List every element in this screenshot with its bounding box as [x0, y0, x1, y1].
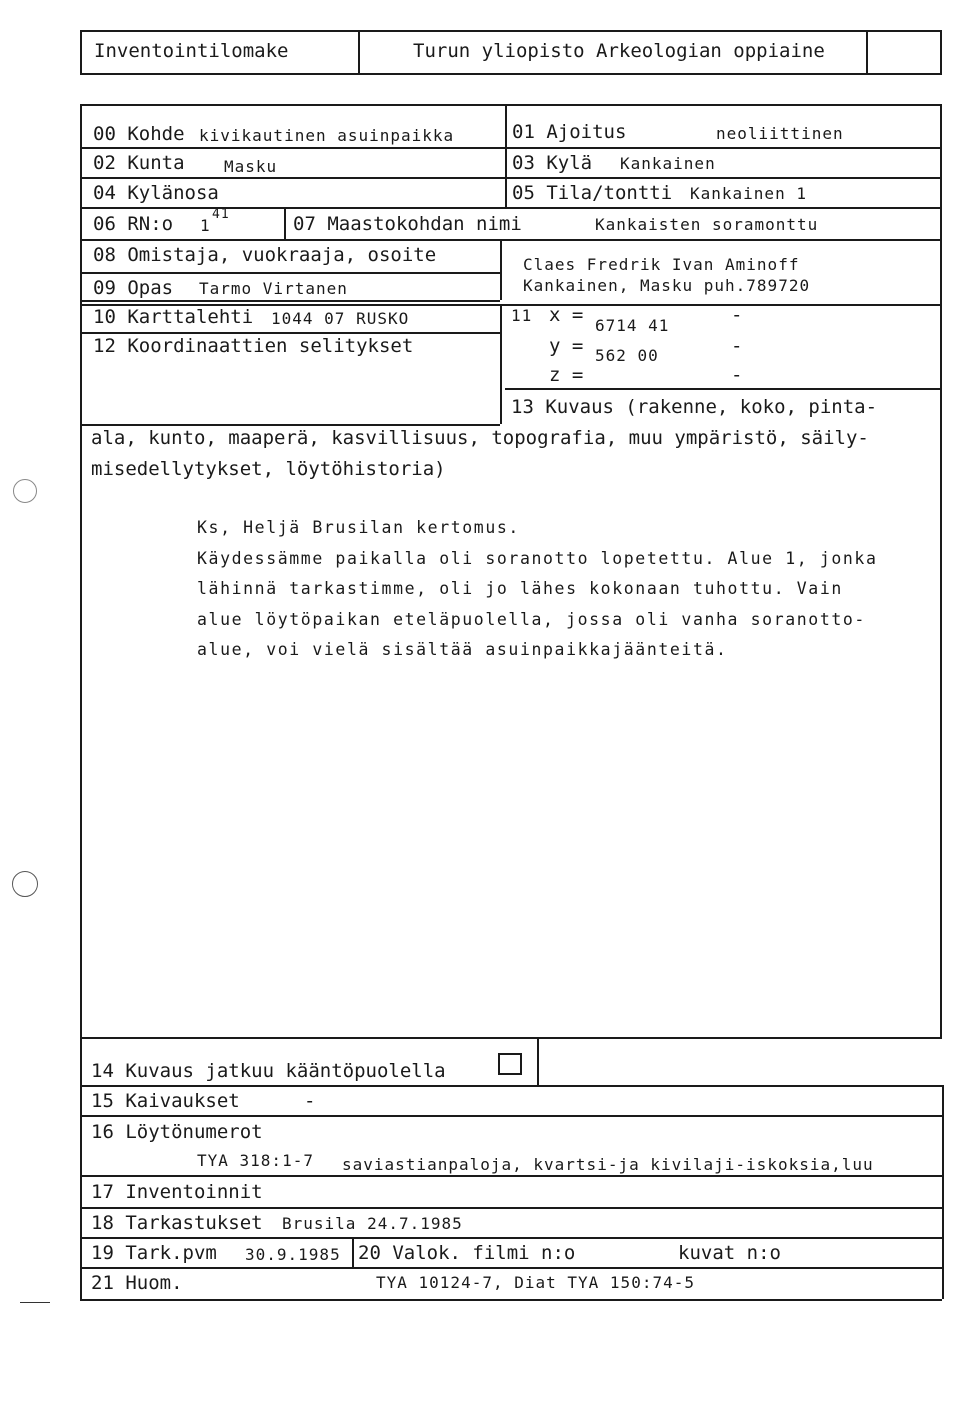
field-10-value: 1044 07 RUSKO	[271, 309, 410, 328]
field-11-label: 11	[511, 306, 533, 325]
margin-mark	[20, 1302, 50, 1303]
row-line	[80, 1085, 942, 1087]
field-00-label: 00 Kohde	[93, 123, 185, 145]
owner-address: Kankainen, Masku puh.789720	[523, 276, 811, 295]
field-03-label: 03 Kylä	[512, 152, 593, 174]
row-line	[80, 1299, 942, 1301]
field-14-label: 14 Kuvaus jatkuu kääntöpuolella	[91, 1060, 446, 1082]
field-09-value: Tarmo Virtanen	[199, 279, 348, 298]
row-line	[80, 1175, 942, 1177]
field-17-label: 17 Inventoinnit	[91, 1181, 263, 1203]
row-line	[80, 272, 500, 274]
date-divider	[352, 1237, 354, 1267]
coord-z-dash: -	[731, 364, 743, 386]
field-06-value: 1	[200, 216, 211, 235]
field-21-label: 21 Huom.	[91, 1272, 183, 1294]
field-02-value: Masku	[224, 157, 278, 176]
coord-z-label: z =	[549, 364, 584, 386]
description-line: alue, voi vielä sisältää asuinpaikkajäänteitä.	[197, 640, 728, 659]
field-18-label: 18 Tarkastukset	[91, 1212, 263, 1234]
field-05-value: Kankainen 1	[690, 184, 807, 203]
row-line	[80, 332, 500, 334]
institution-name: Turun yliopisto Arkeologian oppiaine	[413, 40, 825, 62]
row-line	[80, 1207, 942, 1209]
field-05-label: 05 Tila/tontti	[512, 182, 673, 204]
field-13-label: 13 Kuvaus (rakenne, koko, pinta-	[511, 396, 878, 418]
description-line: lähinnä tarkastimme, oli jo lähes kokonaan tuhottu. Vain	[197, 579, 843, 598]
coord-y-label: y =	[549, 335, 584, 357]
field-01-value: neoliittinen	[716, 124, 844, 143]
description-line: Ks, Heljä Brusilan kertomus.	[197, 518, 520, 537]
header-divider-right	[866, 30, 868, 75]
row-line	[80, 177, 942, 179]
rn-divider	[284, 207, 286, 239]
field-13-label-end: misedellytykset, löytöhistoria)	[91, 458, 446, 480]
field-13-label-cont: ala, kunto, maaperä, kasvillisuus, topografia, muu ympäristö, säily-	[91, 427, 869, 449]
row-line	[80, 239, 942, 241]
field-15-label: 15 Kaivaukset	[91, 1090, 240, 1112]
right-column-divider	[505, 104, 507, 207]
coord-x-value: 6714 41	[595, 316, 670, 335]
description-line: alue löytöpaikan eteläpuolella, jossa oli vanha soranotto-	[197, 610, 866, 629]
coord-y-dash: -	[731, 335, 743, 357]
lower-left-border	[80, 1039, 82, 1299]
owner-divider	[500, 239, 502, 300]
row-line	[80, 207, 942, 209]
coord-x-dash: -	[731, 304, 743, 326]
description-line: Käydessämme paikalla oli soranotto lopetettu. Alue 1, jonka	[197, 549, 878, 568]
field-20-value: kuvat n:o	[678, 1242, 781, 1264]
continue-box-divider	[537, 1039, 539, 1085]
field-06-superscript: 41	[212, 207, 230, 222]
field-19-value: 30.9.1985	[245, 1245, 341, 1264]
row-line	[80, 1237, 942, 1239]
row-line	[80, 424, 500, 426]
owner-name: Claes Fredrik Ivan Aminoff	[523, 255, 800, 274]
field-04-label: 04 Kylänosa	[93, 182, 219, 204]
field-00-value: kivikautinen asuinpaikka	[199, 126, 455, 145]
find-description: saviastianpaloja, kvartsi-ja kivilaji-iskoksia,luu	[342, 1155, 874, 1174]
coord-x-label: x =	[549, 304, 584, 326]
field-06-label: 06 RN:o	[93, 213, 174, 235]
row-line	[505, 388, 942, 390]
row-line	[80, 147, 942, 149]
row-line	[80, 1115, 942, 1117]
field-02-label: 02 Kunta	[93, 152, 185, 174]
field-12-label: 12 Koordinaattien selitykset	[93, 335, 414, 357]
field-01-label: 01 Ajoitus	[512, 121, 627, 143]
punch-hole	[13, 479, 37, 503]
field-10-label: 10 Karttalehti	[93, 306, 254, 328]
field-08-label: 08 Omistaja, vuokraaja, osoite	[93, 244, 437, 266]
row-line	[80, 300, 500, 302]
field-16-label: 16 Löytönumerot	[91, 1121, 263, 1143]
field-15-value: -	[304, 1090, 316, 1112]
row-line	[80, 1267, 942, 1269]
field-20-label: 20 Valok. filmi n:o	[358, 1242, 576, 1264]
field-18-value: Brusila 24.7.1985	[282, 1214, 463, 1233]
field-09-label: 09 Opas	[93, 277, 174, 299]
punch-hole	[12, 871, 38, 897]
find-number: TYA 318:1-7	[197, 1151, 314, 1170]
field-07-value: Kankaisten soramonttu	[595, 215, 819, 234]
coord-y-value: 562 00	[595, 346, 659, 365]
form-title: Inventointilomake	[94, 40, 289, 62]
header-divider	[358, 30, 360, 75]
field-07-label: 07 Maastokohdan nimi	[293, 213, 522, 235]
lower-right-border	[942, 1085, 944, 1299]
continue-checkbox[interactable]	[498, 1053, 522, 1075]
coord-divider	[500, 304, 502, 424]
field-21-value: TYA 10124-7, Diat TYA 150:74-5	[376, 1273, 695, 1292]
field-19-label: 19 Tark.pvm	[91, 1242, 217, 1264]
field-03-value: Kankainen	[620, 154, 716, 173]
